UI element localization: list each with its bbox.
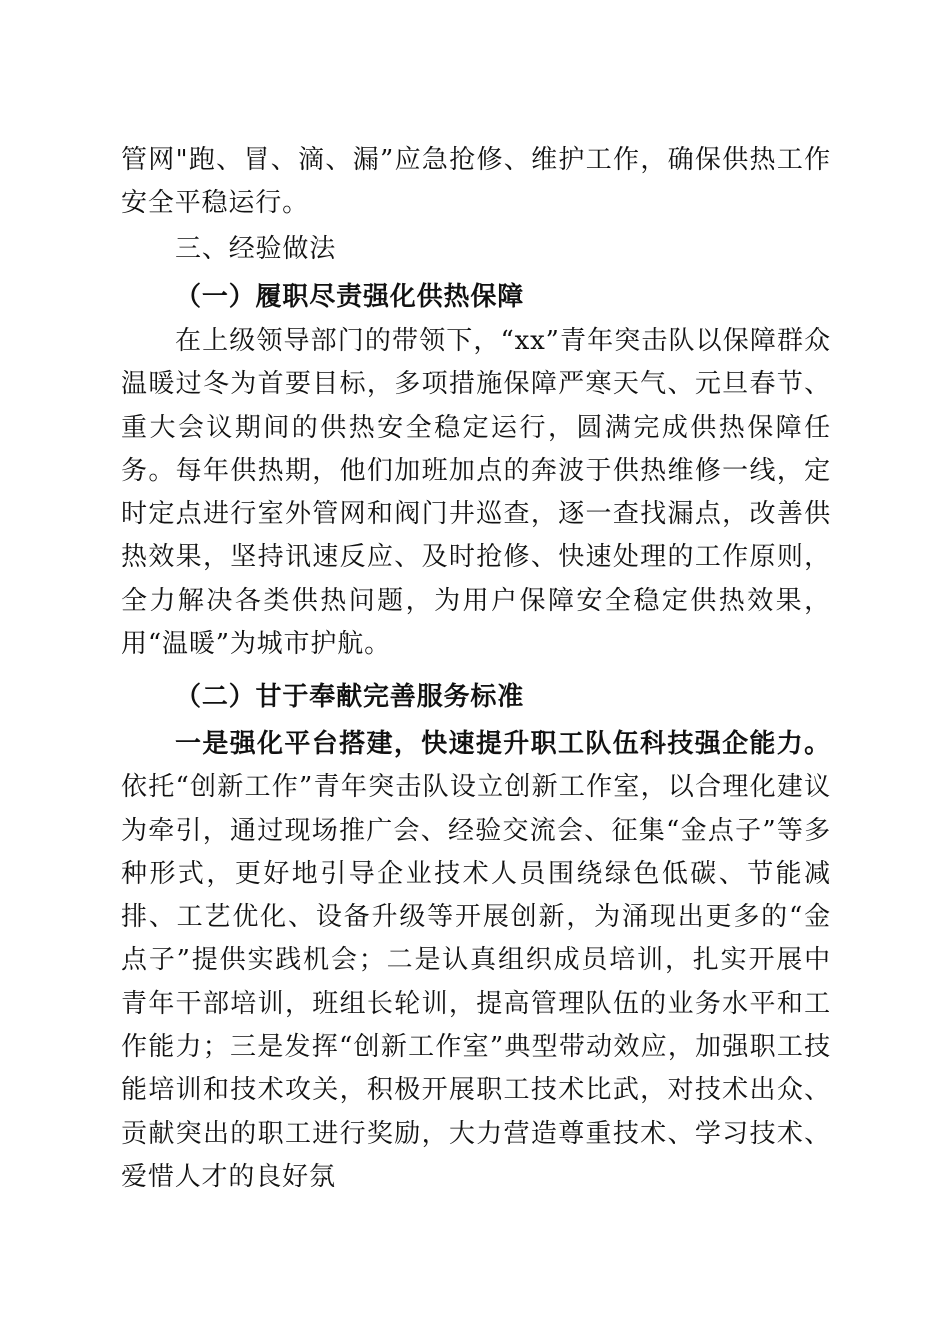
subsection-2-heading (121, 676, 831, 719)
subsection-1-heading (121, 276, 831, 319)
continuation-paragraph (121, 139, 831, 226)
continuation-text: 管网"跑、冒、滴、漏”应急抢修、维护工作，确保供热工作安全平稳运行。 (121, 145, 831, 219)
subsection-2-lead: 一是强化平台搭建，快速提升职工队伍科技强企能力。 (175, 729, 831, 759)
subsection-1-body: 在上级领导部门的带领下，“xx”青年突击队以保障群众温暖过冬为首要目标，多项措施保障严寒天气、元旦春节、重大会议期间的供热安全稳定运行，圆满完成供热保障任务。每年供热期，他们加班加点的奔波于供热维修一线，定时定点进行室外管网和阀门井巡查，逐一查找漏点，改善供热效果，坚持讯速反应、及时抢修、快速处理的工作原则，全力解决各类供热问题，为用户保障安全稳定供热效果，用“温暖”为城市护航。 (121, 326, 831, 660)
section-3-title: 三、经验做法 (175, 234, 337, 264)
section-3-heading (121, 228, 831, 271)
subsection-2-title: （二）甘于奉献完善服务标准 (175, 682, 525, 712)
subsection-1-paragraph (121, 320, 831, 666)
subsection-2-body: 依托“创新工作”青年突击队设立创新工作室，以合理化建议为牵引，通过现场推广会、经验交流会、征集“金点子”等多种形式，更好地引导企业技术人员围绕绿色低碳、节能减排、工艺优化、设备升级等开展创新，为涌现出更多的“金点子”提供实践机会；二是认真组织成员培训，扎实开展中青年干部培训，班组长轮训，提高管理队伍的业务水平和工作能力；三是发挥“创新工作室”典型带动效应，加强职工技能培训和技术攻关，积极开展职工技术比武，对技术出众、贡献突出的职工进行奖励，大力营造尊重技术、学习技术、爱惜人才的良好氛 (121, 772, 831, 1192)
subsection-1-title: （一）履职尽责强化供热保障 (175, 282, 525, 312)
subsection-2-paragraph (121, 723, 831, 1199)
subsection-2-body-paragraph (121, 723, 831, 1199)
